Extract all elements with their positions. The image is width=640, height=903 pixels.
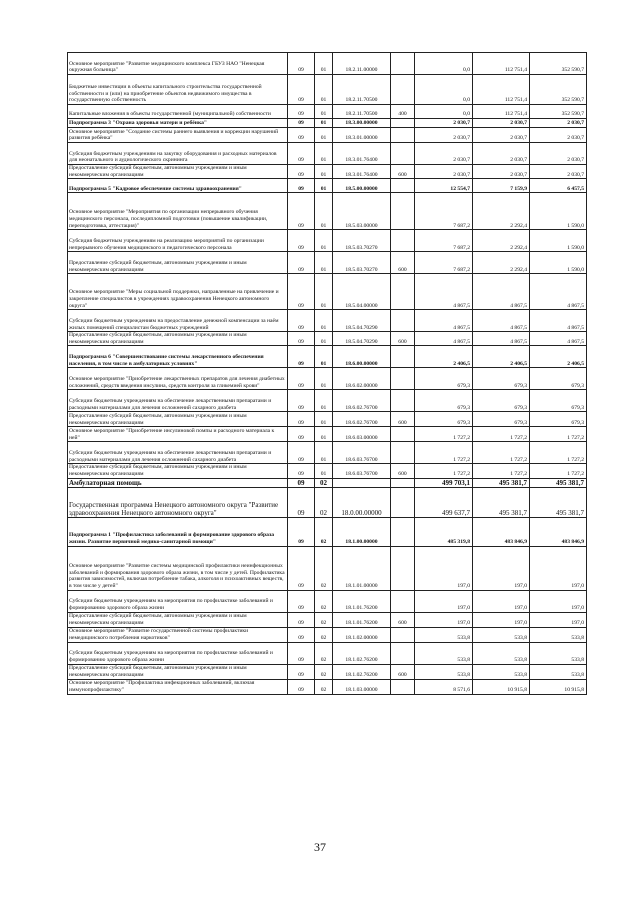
row-expense-type: 400	[391, 105, 415, 119]
row-expense-type	[391, 143, 415, 165]
table-row	[68, 546, 587, 590]
row-amount-year1: 4 867,5	[415, 274, 473, 310]
row-amount-year3: 1 590,0	[530, 193, 587, 230]
row-subsection: 01	[315, 75, 333, 105]
table-row	[68, 679, 587, 694]
row-expense-type	[391, 310, 415, 332]
row-section: 09	[288, 412, 315, 427]
row-section: 09	[288, 119, 315, 128]
row-name: Предоставление субсидий бюджетным, автономным учреждениям и иным некоммерческим организациям	[68, 165, 288, 179]
row-section: 09	[288, 252, 315, 274]
row-expense-type	[391, 193, 415, 230]
row-subsection: 01	[315, 390, 333, 412]
table-row	[68, 105, 587, 119]
row-amount-year2: 679,3	[473, 368, 530, 390]
row-target-code	[333, 478, 391, 487]
row-amount-year3: 679,3	[530, 412, 587, 427]
row-target-code: 18.6.03.76700	[333, 464, 391, 478]
row-section: 09	[288, 179, 315, 193]
row-target-code: 18.1.00.00000	[333, 517, 391, 546]
table-row	[68, 612, 587, 627]
row-target-code: 18.5.03.70270	[333, 230, 391, 252]
row-subsection: 01	[315, 274, 333, 310]
row-section: 09	[288, 390, 315, 412]
row-name: Субсидия бюджетным учреждениям на реализацию мероприятий по организации непрерывного обучения медицинского и педагогического персонала	[68, 230, 288, 252]
row-amount-year3: 533,8	[530, 642, 587, 664]
row-amount-year3: 197,0	[530, 612, 587, 627]
row-subsection: 01	[315, 412, 333, 427]
row-amount-year3: 10 915,8	[530, 679, 587, 694]
row-subsection: 02	[315, 664, 333, 679]
row-amount-year2: 1 727,2	[473, 427, 530, 442]
row-section: 09	[288, 464, 315, 478]
row-subsection: 01	[315, 252, 333, 274]
table-row	[68, 412, 587, 427]
row-subsection: 02	[315, 590, 333, 612]
row-name: Подпрограмма 1 "Профилактика заболеваний и формирование здорового образа жизни. Развитие первичной медико-санитарной помощи"	[68, 517, 288, 546]
table-row	[68, 53, 587, 75]
row-name: Предоставление субсидий бюджетным, автономным учреждениям и иным некоммерческим организациям	[68, 412, 288, 427]
row-amount-year1: 2 406,5	[415, 346, 473, 368]
row-target-code: 18.1.03.00000	[333, 679, 391, 694]
row-subsection: 01	[315, 119, 333, 128]
row-target-code: 18.1.01.76200	[333, 612, 391, 627]
row-name: Подпрограмма 3 "Охрана здоровья матери и ребёнка"	[68, 119, 288, 128]
row-amount-year2: 2 030,7	[473, 128, 530, 143]
row-target-code: 18.3.01.76400	[333, 143, 391, 165]
table-row	[68, 193, 587, 230]
row-name: Капитальные вложения в объекты государственной (муниципальной) собственности	[68, 105, 288, 119]
row-amount-year3: 483 846,9	[530, 517, 587, 546]
row-target-code: 18.1.01.00000	[333, 546, 391, 590]
table-row	[68, 368, 587, 390]
row-amount-year1: 2 030,7	[415, 165, 473, 179]
row-amount-year1: 7 687,2	[415, 193, 473, 230]
row-subsection: 02	[315, 517, 333, 546]
row-section: 09	[288, 590, 315, 612]
row-expense-type	[391, 128, 415, 143]
table-row	[68, 346, 587, 368]
row-amount-year3: 679,3	[530, 390, 587, 412]
row-name: Предоставление субсидий бюджетным, автономным учреждениям и иным некоммерческим организациям	[68, 464, 288, 478]
row-amount-year1: 533,8	[415, 627, 473, 642]
budget-table	[67, 52, 587, 695]
row-subsection: 01	[315, 310, 333, 332]
row-section: 09	[288, 165, 315, 179]
row-amount-year2: 1 727,2	[473, 442, 530, 464]
row-target-code: 18.5.04.70290	[333, 332, 391, 346]
row-amount-year3: 4 867,5	[530, 310, 587, 332]
row-name: Государственная программа Ненецкого автономного округа "Развитие здравоохранения Ненецкого автономного округа"	[68, 487, 288, 517]
table-row	[68, 310, 587, 332]
row-target-code: 18.2.11.70500	[333, 75, 391, 105]
row-subsection: 02	[315, 487, 333, 517]
row-section: 09	[288, 546, 315, 590]
row-amount-year2: 4 867,5	[473, 274, 530, 310]
row-amount-year2: 197,0	[473, 546, 530, 590]
row-amount-year1: 1 727,2	[415, 427, 473, 442]
row-amount-year2: 495 381,7	[473, 487, 530, 517]
row-amount-year1: 0,0	[415, 53, 473, 75]
row-name: Субсидии бюджетным учреждениям на предоставление денежной компенсации за наём жилых помещений специалистам бюджетных учреждений	[68, 310, 288, 332]
row-amount-year2: 1 727,2	[473, 464, 530, 478]
table-row	[68, 427, 587, 442]
row-amount-year3: 1 590,0	[530, 252, 587, 274]
row-expense-type	[391, 487, 415, 517]
row-amount-year1: 679,3	[415, 390, 473, 412]
row-section: 09	[288, 664, 315, 679]
row-name: Бюджетные инвестиции в объекты капитального строительства государственной собственности и (или) на приобретение объектов недвижимого имущества в государственную собственность	[68, 75, 288, 105]
row-name: Субсидия бюджетным учреждениям на закупку оборудования и расходных материалов для неонатального и аудиологического скрининга	[68, 143, 288, 165]
row-expense-type: 600	[391, 332, 415, 346]
row-amount-year3: 679,3	[530, 368, 587, 390]
row-amount-year3: 197,0	[530, 590, 587, 612]
row-amount-year1: 4 867,5	[415, 332, 473, 346]
row-section: 09	[288, 627, 315, 642]
row-target-code: 18.5.03.70270	[333, 252, 391, 274]
row-target-code: 18.5.04.70290	[333, 310, 391, 332]
row-amount-year1: 2 030,7	[415, 143, 473, 165]
row-expense-type	[391, 346, 415, 368]
row-subsection: 02	[315, 642, 333, 664]
row-section: 09	[288, 427, 315, 442]
row-expense-type	[391, 368, 415, 390]
row-expense-type	[391, 478, 415, 487]
row-section: 09	[288, 332, 315, 346]
row-expense-type	[391, 627, 415, 642]
row-section: 09	[288, 53, 315, 75]
row-subsection: 01	[315, 427, 333, 442]
row-expense-type	[391, 274, 415, 310]
row-section: 09	[288, 368, 315, 390]
row-target-code: 18.6.03.00000	[333, 427, 391, 442]
row-amount-year2: 112 751,4	[473, 105, 530, 119]
table-row	[68, 664, 587, 679]
row-subsection: 01	[315, 105, 333, 119]
row-amount-year3: 352 590,7	[530, 105, 587, 119]
row-amount-year2: 2 030,7	[473, 119, 530, 128]
row-amount-year1: 2 030,7	[415, 128, 473, 143]
row-name: Основное мероприятие "Мероприятия по организации непрерывного обучения медицинского персонала, последипломной подготовки (повышение квалификации, переподготовка, аттестация)"	[68, 193, 288, 230]
row-amount-year3: 495 381,7	[530, 487, 587, 517]
row-name: Основное мероприятие "Приобретение инсулиновой помпы и расходного материала к ней"	[68, 427, 288, 442]
row-amount-year1: 0,0	[415, 75, 473, 105]
table-row	[68, 165, 587, 179]
row-amount-year1: 7 687,2	[415, 252, 473, 274]
row-section: 09	[288, 517, 315, 546]
row-section: 09	[288, 193, 315, 230]
row-name: Подпрограмма 6 "Совершенствование системы лекарственного обеспечения населения, в том числе в амбулаторных условиях"	[68, 346, 288, 368]
row-expense-type	[391, 590, 415, 612]
row-amount-year3: 197,0	[530, 546, 587, 590]
row-amount-year2: 2 292,4	[473, 252, 530, 274]
row-subsection: 02	[315, 478, 333, 487]
row-amount-year1: 197,0	[415, 590, 473, 612]
row-section: 09	[288, 346, 315, 368]
row-expense-type: 600	[391, 412, 415, 427]
row-target-code: 18.1.01.76200	[333, 590, 391, 612]
table-row	[68, 179, 587, 193]
row-name: Амбулаторная помощь	[68, 478, 288, 487]
row-name: Подпрограмма 5 "Кадровое обеспечение системы здравоохранения"	[68, 179, 288, 193]
row-amount-year2: 533,8	[473, 642, 530, 664]
row-name: Основное мероприятие "Развитие медицинского комплекса ГБУЗ НАО "Ненецкая окружная больница"	[68, 53, 288, 75]
row-amount-year3: 4 867,5	[530, 332, 587, 346]
row-subsection: 02	[315, 612, 333, 627]
row-target-code: 18.3.01.00000	[333, 128, 391, 143]
row-name: Основное мероприятие "Развитие системы медицинской профилактики неинфекционных заболеваний и формирования здорового образа жизни, в том числе у детей. Профилактика развития зависимостей, включая потребление табака, алкоголя и психоактивных веществ, в том числе у детей"	[68, 546, 288, 590]
row-name: Субсидии бюджетным учреждениям на мероприятия по профилактике заболеваний и формированию здорового образа жизни	[68, 590, 288, 612]
row-amount-year2: 4 867,5	[473, 310, 530, 332]
row-name: Предоставление субсидий бюджетным, автономным учреждениям и иным некоммерческим организациям	[68, 332, 288, 346]
table-row	[68, 75, 587, 105]
row-target-code: 18.6.02.00000	[333, 368, 391, 390]
row-amount-year1: 1 727,2	[415, 442, 473, 464]
row-amount-year2: 2 406,5	[473, 346, 530, 368]
row-amount-year3: 2 030,7	[530, 119, 587, 128]
row-section: 09	[288, 487, 315, 517]
row-name: Основное мероприятие "Профилактика инфекционных заболеваний, включая иммунопрофилактику"	[68, 679, 288, 694]
table-row	[68, 442, 587, 464]
row-amount-year1: 499 703,1	[415, 478, 473, 487]
row-name: Основное мероприятие "Меры социальной поддержки, направленные на привлечение и закрепление специалистов в учреждениях здравоохранения Ненецкого автономного округа"	[68, 274, 288, 310]
row-section: 09	[288, 75, 315, 105]
row-amount-year2: 679,3	[473, 412, 530, 427]
row-amount-year3: 533,8	[530, 627, 587, 642]
row-amount-year2: 533,8	[473, 627, 530, 642]
row-section: 09	[288, 310, 315, 332]
row-amount-year2: 197,0	[473, 590, 530, 612]
row-target-code: 18.1.02.76200	[333, 664, 391, 679]
row-amount-year1: 2 030,7	[415, 119, 473, 128]
row-expense-type: 600	[391, 464, 415, 478]
row-amount-year3: 1 727,2	[530, 442, 587, 464]
row-section: 09	[288, 612, 315, 627]
row-amount-year2: 495 381,7	[473, 478, 530, 487]
row-target-code: 18.5.03.00000	[333, 193, 391, 230]
row-section: 09	[288, 642, 315, 664]
row-expense-type	[391, 75, 415, 105]
table-row	[68, 464, 587, 478]
row-target-code: 18.6.03.76700	[333, 442, 391, 464]
row-section: 09	[288, 128, 315, 143]
row-section: 09	[288, 679, 315, 694]
row-amount-year2: 197,0	[473, 612, 530, 627]
row-subsection: 01	[315, 230, 333, 252]
row-amount-year1: 485 319,8	[415, 517, 473, 546]
row-amount-year1: 8 571,6	[415, 679, 473, 694]
row-amount-year1: 7 687,2	[415, 230, 473, 252]
row-amount-year2: 2 292,4	[473, 193, 530, 230]
row-target-code: 18.1.02.00000	[333, 627, 391, 642]
row-amount-year3: 4 867,5	[530, 274, 587, 310]
row-subsection: 01	[315, 143, 333, 165]
row-target-code: 18.1.02.76200	[333, 642, 391, 664]
row-name: Субсидии бюджетным учреждениям на обеспечение лекарственными препаратами и расходными материалами для лечения осложнений сахарного диабета	[68, 442, 288, 464]
row-amount-year3: 2 030,7	[530, 143, 587, 165]
row-amount-year1: 679,3	[415, 412, 473, 427]
table-row	[68, 478, 587, 487]
table-row	[68, 487, 587, 517]
row-target-code: 18.5.04.00000	[333, 274, 391, 310]
row-amount-year2: 112 751,4	[473, 75, 530, 105]
row-expense-type	[391, 179, 415, 193]
row-amount-year3: 1 590,0	[530, 230, 587, 252]
row-amount-year1: 0,0	[415, 105, 473, 119]
row-amount-year2: 7 159,9	[473, 179, 530, 193]
row-amount-year3: 352 590,7	[530, 53, 587, 75]
row-subsection: 01	[315, 464, 333, 478]
row-expense-type	[391, 390, 415, 412]
row-amount-year1: 679,3	[415, 368, 473, 390]
row-expense-type	[391, 53, 415, 75]
row-expense-type: 600	[391, 664, 415, 679]
row-amount-year1: 4 867,5	[415, 310, 473, 332]
table-row	[68, 274, 587, 310]
row-subsection: 02	[315, 627, 333, 642]
row-section: 09	[288, 230, 315, 252]
row-amount-year2: 2 292,4	[473, 230, 530, 252]
row-subsection: 01	[315, 332, 333, 346]
row-target-code: 18.0.00.00000	[333, 487, 391, 517]
row-amount-year1: 533,8	[415, 664, 473, 679]
row-expense-type	[391, 119, 415, 128]
page-number: 37	[314, 840, 326, 854]
row-name: Основное мероприятие "Приобретение лекарственных препаратов для лечения диабетных осложнений, средств введения инсулина, средств контроля за гликемией крови"	[68, 368, 288, 390]
table-row	[68, 627, 587, 642]
row-subsection: 01	[315, 193, 333, 230]
row-section: 09	[288, 143, 315, 165]
row-subsection: 01	[315, 165, 333, 179]
row-amount-year2: 679,3	[473, 390, 530, 412]
row-section: 09	[288, 274, 315, 310]
row-expense-type: 600	[391, 612, 415, 627]
row-target-code: 18.6.02.76700	[333, 390, 391, 412]
row-amount-year2: 112 751,4	[473, 53, 530, 75]
row-target-code: 18.2.11.70500	[333, 105, 391, 119]
row-amount-year3: 495 381,7	[530, 478, 587, 487]
row-expense-type	[391, 546, 415, 590]
row-amount-year1: 1 727,2	[415, 464, 473, 478]
row-name: Основное мероприятие "Создание системы раннего выявления и коррекции нарушений развития ребёнка"	[68, 128, 288, 143]
row-subsection: 01	[315, 346, 333, 368]
table-row	[68, 128, 587, 143]
row-expense-type	[391, 442, 415, 464]
row-name: Субсидии бюджетным учреждениям на обеспечение лекарственными препаратами и расходными материалами для лечения осложнений сахарного диабета	[68, 390, 288, 412]
row-expense-type	[391, 679, 415, 694]
row-target-code: 18.5.00.00000	[333, 179, 391, 193]
table-row	[68, 230, 587, 252]
row-amount-year1: 12 554,7	[415, 179, 473, 193]
table-row	[68, 590, 587, 612]
row-amount-year3: 2 406,5	[530, 346, 587, 368]
row-subsection: 01	[315, 179, 333, 193]
row-amount-year1: 533,8	[415, 642, 473, 664]
row-name: Предоставление субсидий бюджетным, автономным учреждениям и иным некоммерческим организациям	[68, 664, 288, 679]
row-name: Предоставление субсидий бюджетным, автономным учреждениям и иным некоммерческим организациям	[68, 612, 288, 627]
row-target-code: 18.3.01.76400	[333, 165, 391, 179]
row-expense-type: 600	[391, 252, 415, 274]
table-row	[68, 642, 587, 664]
budget-table-page	[67, 52, 586, 695]
row-target-code: 18.2.11.00000	[333, 53, 391, 75]
row-amount-year3: 2 030,7	[530, 165, 587, 179]
row-amount-year3: 2 030,7	[530, 128, 587, 143]
row-amount-year3: 352 590,7	[530, 75, 587, 105]
row-target-code: 18.3.00.00000	[333, 119, 391, 128]
row-target-code: 18.6.02.76700	[333, 412, 391, 427]
row-amount-year2: 10 915,8	[473, 679, 530, 694]
row-subsection: 01	[315, 442, 333, 464]
row-expense-type	[391, 230, 415, 252]
row-name: Предоставление субсидий бюджетным, автономным учреждениям и иным некоммерческим организациям	[68, 252, 288, 274]
row-subsection: 02	[315, 546, 333, 590]
row-expense-type	[391, 517, 415, 546]
row-section: 09	[288, 478, 315, 487]
row-name: Основное мероприятие "Развитие государственной системы профилактики немедицинского потребления наркотиков"	[68, 627, 288, 642]
table-row	[68, 119, 587, 128]
row-amount-year2: 4 867,5	[473, 332, 530, 346]
row-section: 09	[288, 442, 315, 464]
row-subsection: 01	[315, 128, 333, 143]
row-amount-year3: 6 457,5	[530, 179, 587, 193]
row-amount-year3: 533,8	[530, 664, 587, 679]
table-row	[68, 252, 587, 274]
row-amount-year2: 2 030,7	[473, 143, 530, 165]
row-subsection: 02	[315, 679, 333, 694]
row-subsection: 01	[315, 53, 333, 75]
row-target-code: 18.6.00.00000	[333, 346, 391, 368]
row-amount-year3: 1 727,2	[530, 464, 587, 478]
row-expense-type	[391, 427, 415, 442]
row-amount-year1: 197,0	[415, 612, 473, 627]
row-amount-year2: 2 030,7	[473, 165, 530, 179]
table-row	[68, 143, 587, 165]
row-amount-year2: 483 846,9	[473, 517, 530, 546]
row-section: 09	[288, 105, 315, 119]
row-amount-year3: 1 727,2	[530, 427, 587, 442]
row-expense-type	[391, 642, 415, 664]
row-expense-type: 600	[391, 165, 415, 179]
row-amount-year2: 533,8	[473, 664, 530, 679]
row-amount-year1: 197,0	[415, 546, 473, 590]
row-subsection: 01	[315, 368, 333, 390]
table-row	[68, 332, 587, 346]
row-amount-year1: 499 637,7	[415, 487, 473, 517]
table-row	[68, 517, 587, 546]
table-row	[68, 390, 587, 412]
row-name: Субсидии бюджетным учреждениям на мероприятия по профилактике заболеваний и формированию здорового образа жизни	[68, 642, 288, 664]
